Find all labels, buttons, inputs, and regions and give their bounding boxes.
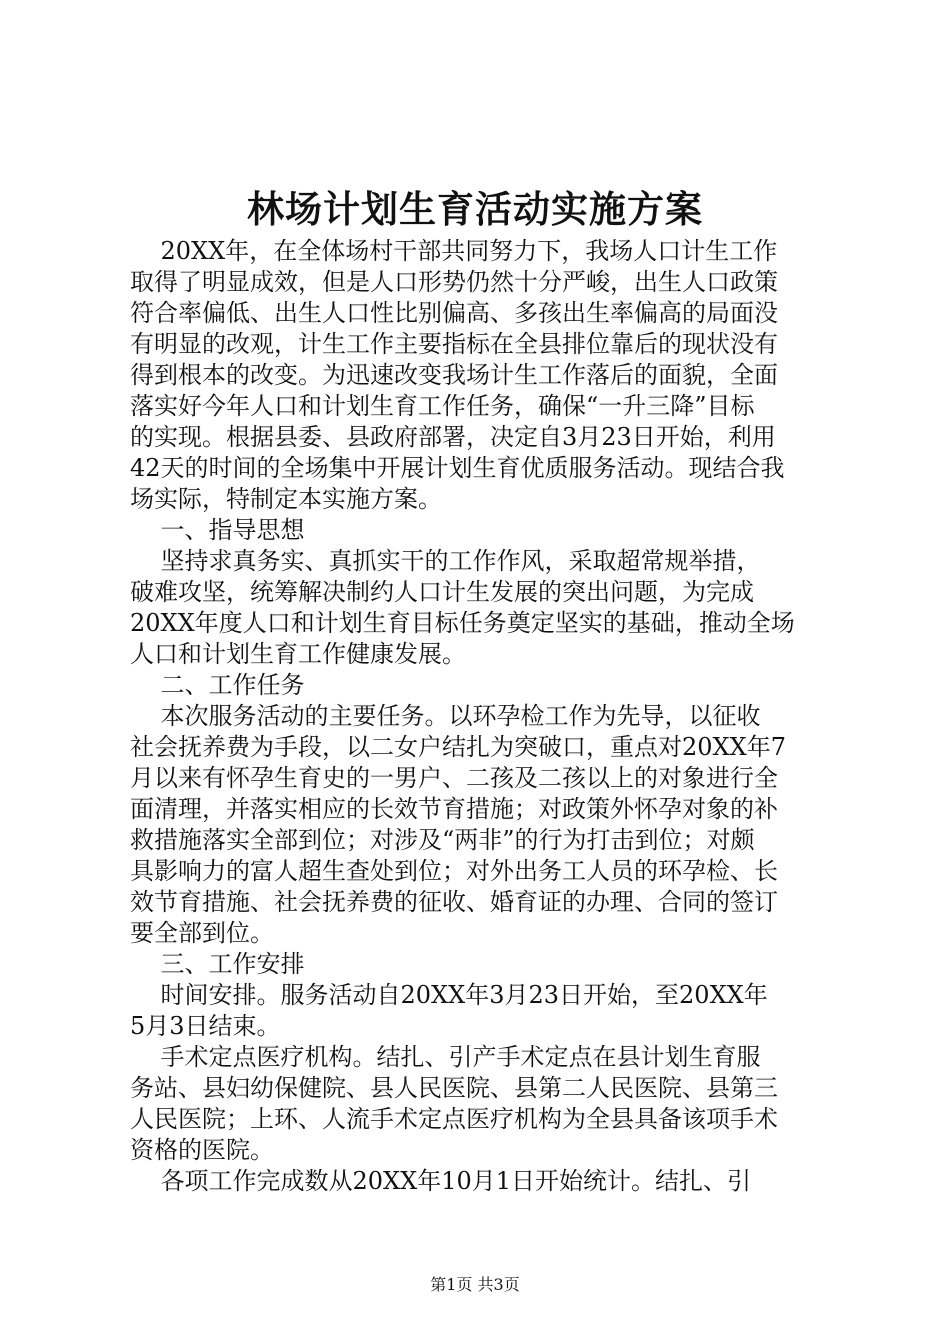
section-heading: 二、工作任务 xyxy=(130,671,305,699)
body-line: 坚持求真务实、真抓实干的工作作风，采取超常规举措， xyxy=(130,547,761,575)
body-line: 具影响力的富人超生查处到位；对外出务工人员的环孕检、长 xyxy=(130,857,778,885)
body-line: 20XX年，在全体场村干部共同努力下，我场人口计生工作 xyxy=(130,237,778,265)
body-line: 符合率偏低、出生人口性比别偏高、多孩出生率偏高的局面没 xyxy=(130,299,778,327)
body-line: 效节育措施、社会抚养费的征收、婚育证的办理、合同的签订 xyxy=(130,888,778,916)
body-line: 时间安排。服务活动自20XX年3月23日开始，至20XX年 xyxy=(130,981,768,1009)
body-line: 社会抚养费为手段，以二女户结扎为突破口，重点对20XX年7 xyxy=(130,733,786,761)
body-line: 月以来有怀孕生育史的一男户、二孩及二孩以上的对象进行全 xyxy=(130,764,778,792)
body-line: 20XX年度人口和计划生育目标任务奠定坚实的基础，推动全场 xyxy=(130,609,795,637)
body-line: 人口和计划生育工作健康发展。 xyxy=(130,640,466,668)
body-line: 的实现。根据县委、县政府部署，决定自3月23日开始，利用 xyxy=(130,423,776,451)
section-heading: 一、指导思想 xyxy=(130,516,305,544)
page-footer: 第1页 共3页 xyxy=(430,1275,520,1294)
body-line: 资格的医院。 xyxy=(130,1136,274,1164)
body-line: 要全部到位。 xyxy=(130,919,274,947)
body-line: 人民医院；上环、人流手术定点医疗机构为全县具备该项手术 xyxy=(130,1105,778,1133)
body-line: 取得了明显成效，但是人口形势仍然十分严峻，出生人口政策 xyxy=(130,268,778,296)
body-line: 破难攻坚，统筹解决制约人口计生发展的突出问题，为完成 xyxy=(130,578,754,606)
body-line: 42天的时间的全场集中开展计划生育优质服务活动。现结合我 xyxy=(130,454,785,482)
body-line: 得到根本的改变。为迅速改变我场计生工作落后的面貌，全面 xyxy=(130,361,778,389)
body-line: 5月3日结束。 xyxy=(130,1012,281,1040)
body-line: 务站、县妇幼保健院、县人民医院、县第二人民医院、县第三 xyxy=(130,1074,778,1102)
body-line: 场实际，特制定本实施方案。 xyxy=(130,485,442,513)
document-body xyxy=(130,236,832,1197)
section-heading: 三、工作安排 xyxy=(130,950,305,978)
body-line: 手术定点医疗机构。结扎、引产手术定点在县计划生育服 xyxy=(130,1043,761,1071)
body-line: 各项工作完成数从20XX年10月1日开始统计。结扎、引 xyxy=(130,1167,752,1195)
body-line: 面清理，并落实相应的长效节育措施；对政策外怀孕对象的补 xyxy=(130,795,778,823)
body-line: 有明显的改观，计生工作主要指标在全县排位靠后的现状没有 xyxy=(130,330,778,358)
body-line: 本次服务活动的主要任务。以环孕检工作为先导，以征收 xyxy=(130,702,761,730)
body-line: 救措施落实全部到位；对涉及“两非”的行为打击到位；对颇 xyxy=(130,826,755,854)
document-title: 林场计划生育活动实施方案 xyxy=(247,187,703,231)
body-line: 落实好今年人口和计划生育工作任务，确保“一升三降”目标 xyxy=(130,392,755,420)
